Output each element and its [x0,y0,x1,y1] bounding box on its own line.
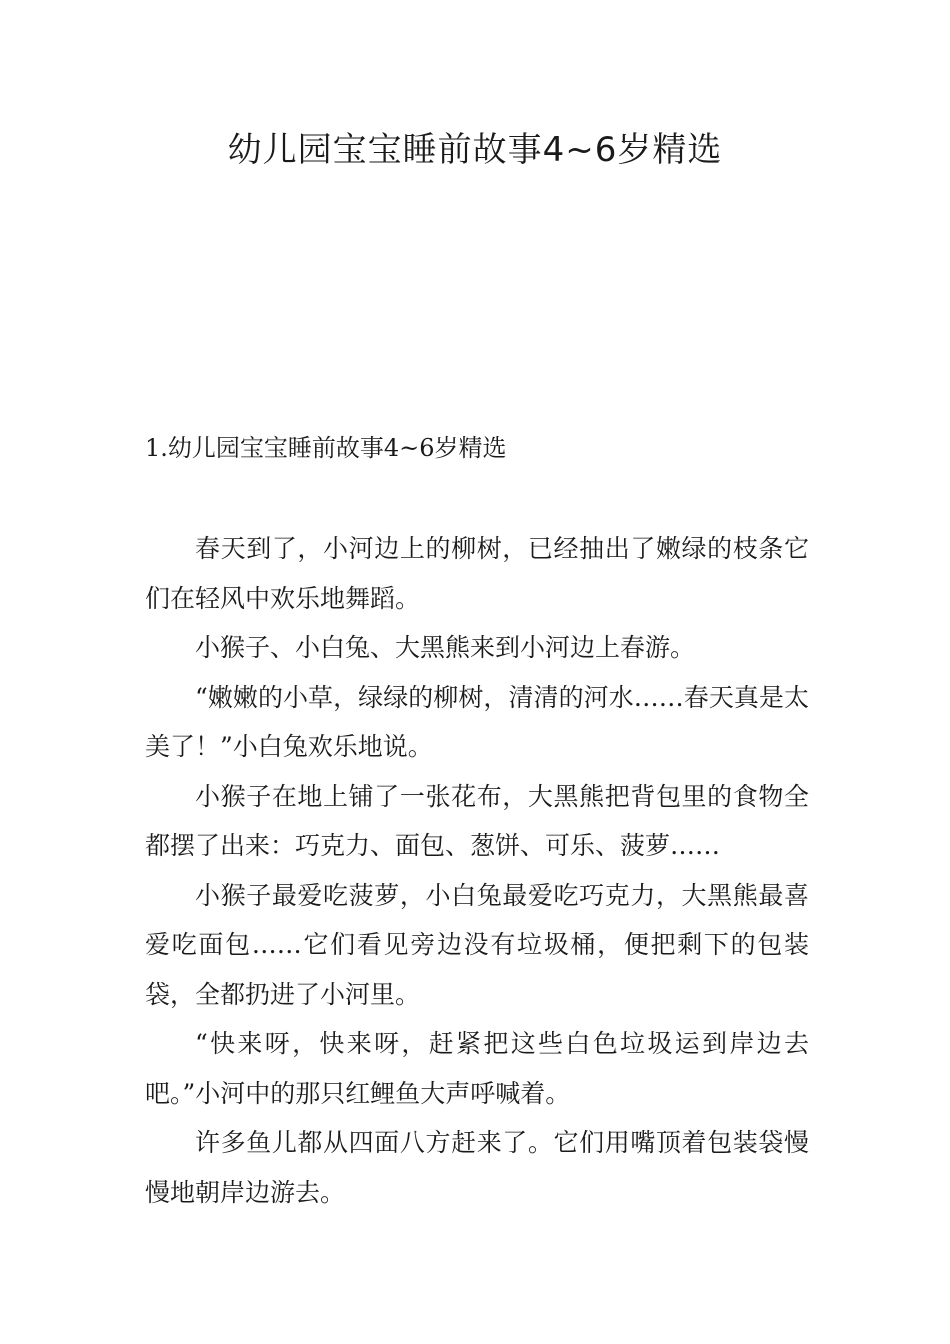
story-paragraph: “嫩嫩的小草，绿绿的柳树，清清的河水……春天真是太美了！”小白兔欢乐地说。 [145,682,809,761]
story-paragraph: “快来呀，快来呀，赶紧把这些白色垃圾运到岸边去吧。”小河中的那只红鲤鱼大声呼喊着。 [145,1029,809,1108]
story-paragraph: 小猴子最爱吃菠萝，小白兔最爱吃巧克力，大黑熊最喜爱吃面包……它们看见旁边没有垃圾桶，便把剩下的包装袋，全都扔进了小河里。 [145,880,809,1009]
story-body [145,524,809,1217]
story-paragraph: 小猴子、小白兔、大黑熊来到小河边上春游。 [195,633,696,662]
story-paragraph: 小猴子在地上铺了一张花布，大黑熊把背包里的食物全都摆了出来：巧克力、面包、葱饼、可乐、菠萝…… [145,781,809,860]
section-heading: 1.幼儿园宝宝睡前故事4~6岁精选 [145,434,507,462]
story-paragraph: 春天到了，小河边上的柳树，已经抽出了嫩绿的枝条它们在轻风中欢乐地舞蹈。 [145,534,809,613]
document-title: 幼儿园宝宝睡前故事4~6岁精选 [227,130,723,170]
story-paragraph: 许多鱼儿都从四面八方赶来了。它们用嘴顶着包装袋慢慢地朝岸边游去。 [145,1128,809,1207]
